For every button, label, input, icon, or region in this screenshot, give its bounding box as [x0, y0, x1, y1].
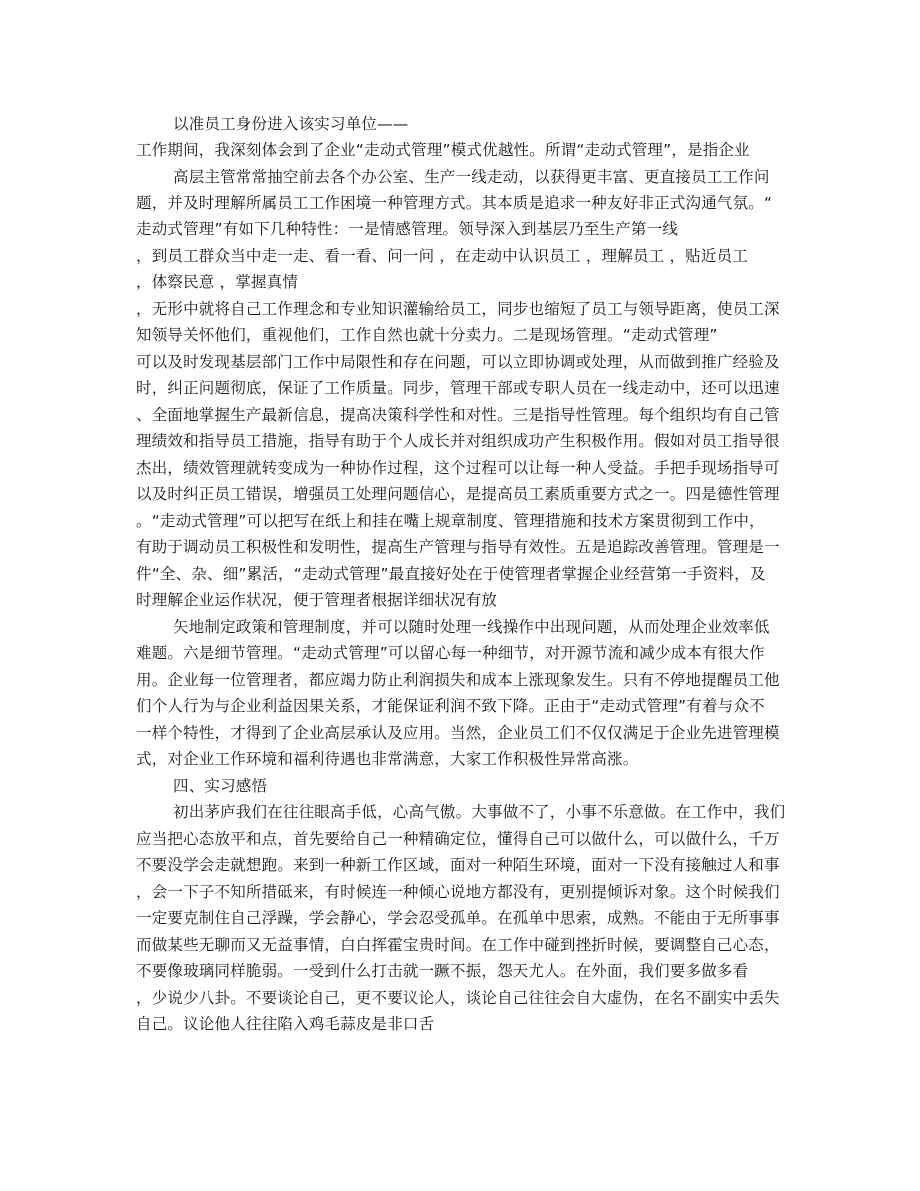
text-line: 有助于调动员工积极性和发明性，提高生产管理与指导有效性。五是追踪改善管理。管理是一	[136, 538, 780, 556]
text-line: 以准员工身份进入该实习单位——	[173, 115, 409, 133]
section-heading: 四、实习感悟	[173, 777, 268, 795]
text-line: ，会一下子不知所措砥来，有时候连一种倾心说地方都没有，更别提倾诉对象。这个时候我们	[136, 883, 780, 901]
text-line: 应当把心态放平和点，首先要给自己一种精确定位，懂得自己可以做什么，可以做什么，千万	[136, 830, 780, 848]
text-line: 理绩效和指导员工措施，指导有助于个人成长并对组织成功产生积极作用。假如对员工指导很	[136, 432, 780, 450]
text-line: 式，对企业工作环境和福利待遇也非常满意，大家工作积极性异常高涨。	[136, 750, 639, 768]
text-line: 时，纠正问题彻底，保证了工作质量。同步，管理干部或专职人员在一线走动中，还可以迅速	[136, 379, 780, 397]
text-line: 杰出，绩效管理就转变成为一种协作过程，这个过程可以让每一种人受益。手把手现场指导可	[136, 459, 780, 477]
text-line: 走动式管理”有如下几种特性：一是情感管理。领导深入到基层乃至生产第一线	[136, 220, 679, 238]
text-line: 初出茅庐我们在往往眼高手低，心高气傲。大事做不了，小事不乐意做。在工作中，我们	[173, 803, 786, 821]
text-line: 们个人行为与企业利益因果关系，才能保证利润不致下降。正由于“走动式管理”有着与众不	[136, 697, 765, 715]
text-line: ，体察民意 ，掌握真情	[136, 273, 299, 291]
text-line: ，到员工群众当中走一走、看一看、问一问 ，在走动中认识员工 ，理解员工 ，贴近员工	[136, 247, 748, 265]
text-line: 题，并及时理解所属员工工作困境一种管理方式。其本质是追求一种友好非正式沟通气氛。“	[136, 194, 773, 212]
text-line: 一样个特性，才得到了企业高层承认及应用。当然，企业员工们不仅仅满足于企业先进管理模	[136, 724, 780, 742]
text-line: 高层主管常常抽空前去各个办公室、生产一线走动，以获得更丰富、更直接员工工作问	[173, 168, 770, 186]
text-line: 可以及时发现基层部门工作中局限性和存在问题，可以立即协调或处理，从而做到推广经验及	[136, 353, 780, 371]
text-line: 一定要克制住自己浮躁，学会静心，学会忍受孤单。在孤单中思索，成熟。不能由于无所事事	[136, 909, 780, 927]
text-line: 。“走动式管理”可以把写在纸上和挂在嘴上规章制度、管理措施和技术方案贯彻到工作中，	[136, 512, 765, 530]
text-line: 以及时纠正员工错误，增强员工处理问题信心，是提高员工素质重要方式之一。四是德性管理	[136, 485, 780, 503]
text-line: 而做某些无聊而又无益事情，白白挥霍宝贵时间。在工作中碰到挫折时候，要调整自己心态，	[136, 936, 780, 954]
text-line: 件“全、杂、细”累活，“走动式管理”最直接好处在于使管理者掌握企业经营第一手资料，及	[136, 565, 766, 583]
text-line: 不要没学会走就想跑。来到一种新工作区域，面对一种陌生环境，面对一下没有接触过人和事	[136, 856, 780, 874]
text-line: 用。企业每一位管理者，都应竭力防止利润损失和成本上涨现象发生。只有不停地提醒员工他	[136, 671, 780, 689]
text-line: 自己。议论他人往往陷入鸡毛蒜皮是非口舌	[136, 1015, 435, 1033]
text-line: 时理解企业运作状况，便于管理者根据详细状况有放	[136, 591, 498, 609]
text-line: ，无形中就将自己工作理念和专业知识灌输给员工，同步也缩短了员工与领导距离，使员工深	[136, 300, 780, 318]
text-line: 难题。六是细节管理。“走动式管理”可以留心每一种细节，对开源节流和减少成本有很大作	[136, 644, 765, 662]
text-line: 不要像玻璃同样脆弱。一受到什么打击就一蹶不振，怨天尤人。在外面，我们要多做多看	[136, 962, 749, 980]
text-line: 知领导关怀他们，重视他们，工作自然也就十分卖力。二是现场管理。“走动式管理”	[136, 326, 718, 344]
text-line: ，少说少八卦。不要谈论自己，更不要议论人，谈论自己往往会自大虚伪，在名不副实中丢失	[136, 989, 780, 1007]
text-line: 、全面地掌握生产最新信息，提高决策科学性和对性。三是指导性管理。每个组织均有自己管	[136, 406, 780, 424]
text-line: 工作期间，我深刻体会到了企业“走动式管理”模式优越性。所谓“走动式管理”，是指企业	[136, 141, 750, 159]
text-line: 矢地制定政策和管理制度，并可以随时处理一线操作中出现问题，从而处理企业效率低	[173, 618, 770, 636]
